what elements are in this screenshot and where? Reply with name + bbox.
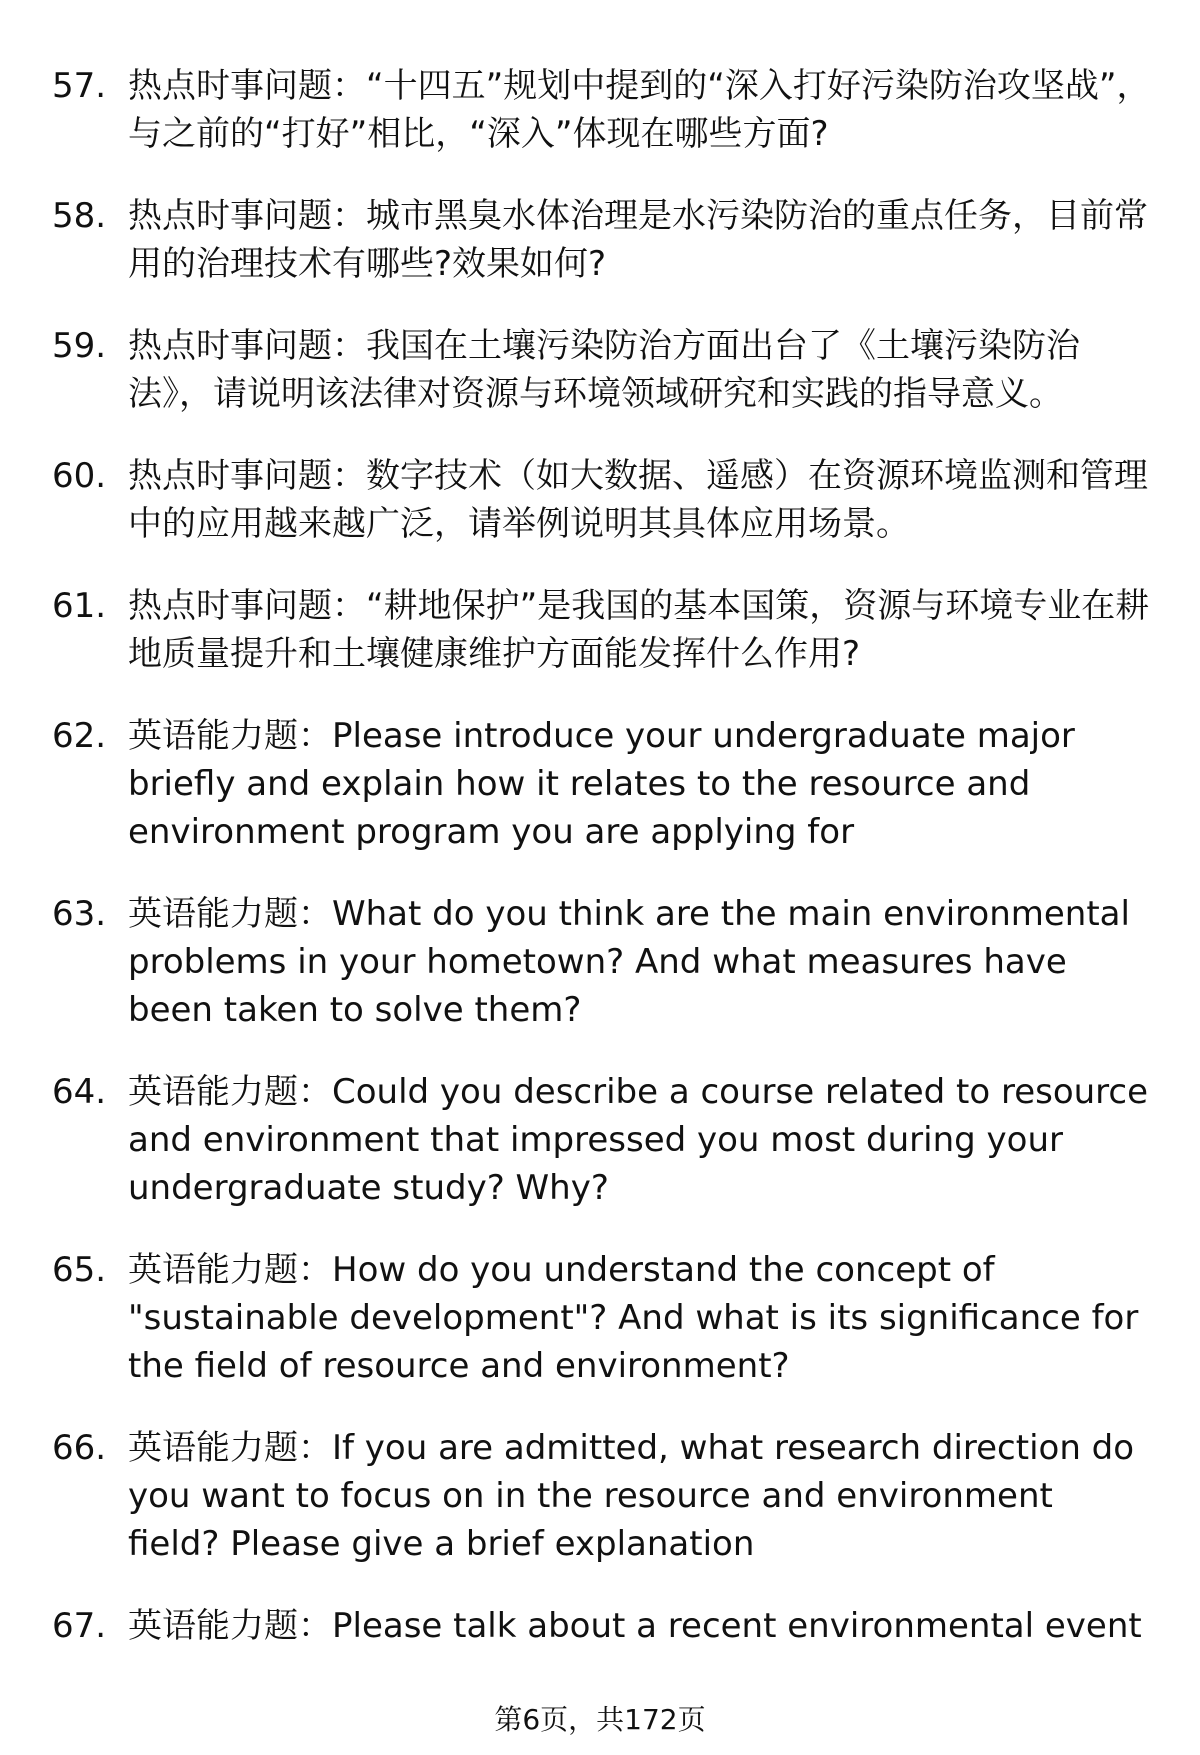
question-number: 61. [52, 586, 107, 626]
question-item-65 [52, 1246, 1152, 1390]
question-number: 64. [52, 1072, 107, 1112]
page-footer: 第6页，共172页 [494, 1703, 706, 1736]
question-number: 58. [52, 196, 107, 236]
question-item-64 [52, 1068, 1152, 1212]
question-item-67 [52, 1602, 1152, 1650]
question-text: 英语能力题：Could you describe a course related to resource and environment that impressed you most during your undergraduate study? Why? [128, 1072, 1149, 1208]
question-item-62 [52, 712, 1152, 856]
question-number: 62. [52, 716, 107, 756]
question-text: 英语能力题：How do you understand the concept of "sustainable development"? And what is its significance for the field of resource and environment? [128, 1250, 1139, 1386]
question-text: 热点时事问题：我国在土壤污染防治方面出台了《土壤污染防治法》，请说明该法律对资源与环境领域研究和实践的指导意义。 [128, 326, 1080, 414]
question-item-59 [52, 322, 1152, 418]
question-item-57 [52, 62, 1152, 158]
question-text: 英语能力题：If you are admitted, what research direction do you want to focus on in the resource and environment field? Please give a brief explanation [128, 1428, 1135, 1564]
question-number: 63. [52, 894, 107, 934]
question-number: 59. [52, 326, 107, 366]
question-number: 57. [52, 66, 107, 106]
question-text: 英语能力题：Please introduce your undergraduate major briefly and explain how it relates to the resource and environment program you are applying for [128, 716, 1075, 852]
question-text: 热点时事问题：“耕地保护”是我国的基本国策，资源与环境专业在耕地质量提升和土壤健康维护方面能发挥什么作用? [128, 586, 1150, 674]
question-text: 热点时事问题：城市黑臭水体治理是水污染防治的重点任务，目前常用的治理技术有哪些?效果如何? [128, 196, 1148, 284]
question-number: 65. [52, 1250, 107, 1290]
question-text: 英语能力题：Please talk about a recent environmental event [128, 1606, 1142, 1646]
question-number: 66. [52, 1428, 107, 1468]
question-list [52, 62, 1152, 1684]
question-item-60 [52, 452, 1152, 548]
question-item-58 [52, 192, 1152, 288]
question-item-63 [52, 890, 1152, 1034]
question-text: 英语能力题：What do you think are the main environmental problems in your hometown? And what measures have been taken to solve them? [128, 894, 1130, 1030]
question-item-61 [52, 582, 1152, 678]
question-item-66 [52, 1424, 1152, 1568]
question-number: 60. [52, 456, 107, 496]
question-text: 热点时事问题：“十四五”规划中提到的“深入打好污染防治攻坚战”，与之前的“打好”相比，“深入”体现在哪些方面? [128, 66, 1151, 154]
question-text: 热点时事问题：数字技术（如大数据、遥感）在资源环境监测和管理中的应用越来越广泛，请举例说明其具体应用场景。 [128, 456, 1148, 544]
question-number: 67. [52, 1606, 107, 1646]
